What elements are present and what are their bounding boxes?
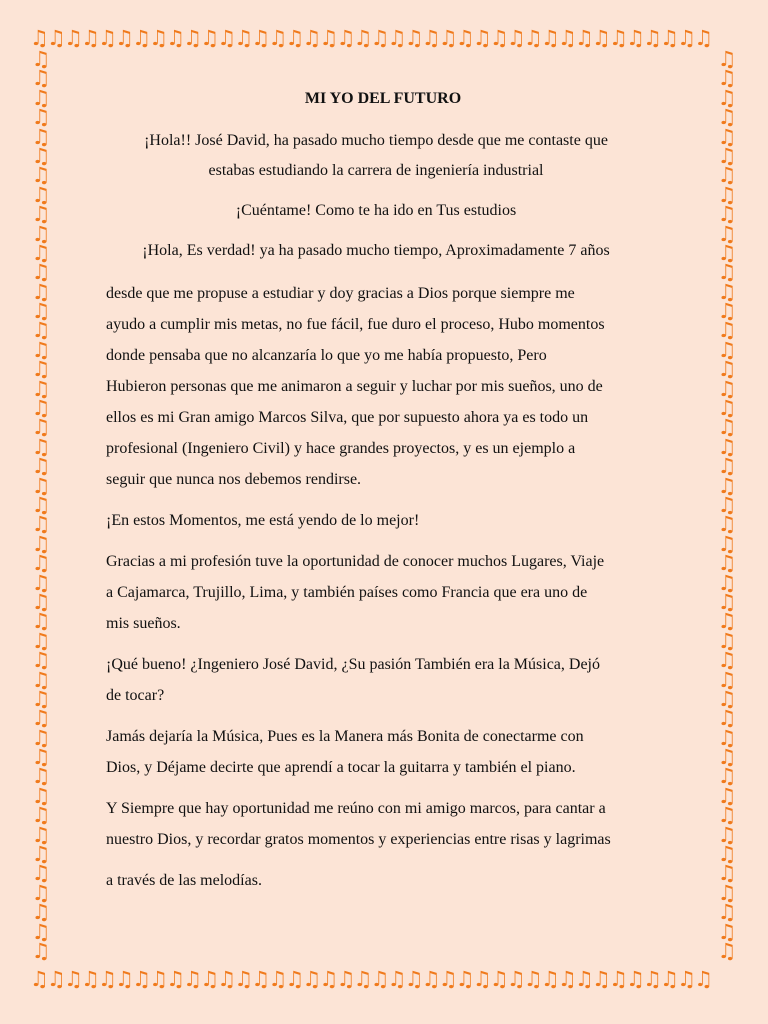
music-note-icon: ♫ — [183, 969, 201, 991]
music-question-line: de tocar? — [106, 687, 165, 704]
music-note-icon: ♫ — [31, 143, 51, 168]
music-note-icon: ♫ — [717, 745, 737, 770]
music-note-icon: ♫ — [31, 648, 51, 673]
music-note-icon: ♫ — [115, 28, 133, 50]
music-note-icon: ♫ — [717, 783, 737, 808]
music-note-icon: ♫ — [336, 28, 354, 50]
music-note-icon: ♫ — [234, 969, 252, 991]
intro-line-2: estabas estudiando la carrera de ingeniería industrial — [208, 162, 544, 179]
music-note-icon: ♫ — [717, 880, 737, 905]
music-note-icon: ♫ — [717, 822, 737, 847]
music-note-icon: ♫ — [217, 969, 235, 991]
travel-line: Gracias a mi profesión tuve la oportunidad de conocer muchos Lugares, Viaje — [106, 553, 605, 570]
music-note-icon: ♫ — [404, 28, 422, 50]
music-note-icon: ♫ — [557, 969, 575, 991]
music-note-icon: ♫ — [387, 969, 405, 991]
music-note-icon: ♫ — [717, 396, 737, 421]
music-note-icon: ♫ — [717, 473, 737, 498]
music-note-border-left — [29, 50, 53, 972]
music-note-icon: ♫ — [717, 240, 737, 265]
music-note-icon: ♫ — [30, 28, 48, 50]
music-note-icon: ♫ — [506, 969, 524, 991]
music-note-icon: ♫ — [149, 28, 167, 50]
music-note-icon: ♫ — [489, 28, 507, 50]
music-note-border-top — [30, 28, 738, 52]
music-note-icon: ♫ — [455, 969, 473, 991]
music-note-icon: ♫ — [717, 260, 737, 285]
music-note-icon: ♫ — [717, 415, 737, 440]
music-note-icon: ♫ — [319, 969, 337, 991]
answer-line: seguir que nunca nos debemos rendirse. — [106, 471, 362, 488]
music-note-icon: ♫ — [677, 969, 695, 991]
music-note-icon: ♫ — [694, 28, 712, 50]
music-note-icon: ♫ — [302, 28, 320, 50]
music-note-icon: ♫ — [694, 969, 712, 991]
music-note-icon: ♫ — [717, 66, 737, 91]
music-note-icon: ♫ — [31, 783, 51, 808]
music-note-icon: ♫ — [717, 337, 737, 362]
music-note-icon: ♫ — [592, 28, 610, 50]
music-note-icon: ♫ — [64, 969, 82, 991]
music-note-icon: ♫ — [31, 85, 51, 110]
music-note-icon: ♫ — [717, 706, 737, 731]
music-note-icon: ♫ — [285, 28, 303, 50]
music-note-icon: ♫ — [31, 861, 51, 886]
music-note-icon: ♫ — [234, 28, 252, 50]
music-question-line: ¡Qué bueno! ¿Ingeniero José David, ¿Su pasión También era la Música, Dejó — [106, 656, 600, 673]
music-note-icon: ♫ — [251, 969, 269, 991]
music-note-icon: ♫ — [404, 969, 422, 991]
music-note-icon: ♫ — [31, 434, 51, 459]
intro-line-1: ¡Hola!! José David, ha pasado mucho tiempo desde que me contaste que — [144, 132, 608, 149]
music-note-icon: ♫ — [31, 628, 51, 653]
answer-line: Hubieron personas que me animaron a seguir y luchar por mis sueños, uno de — [106, 378, 603, 395]
music-note-icon: ♫ — [609, 969, 627, 991]
music-note-icon: ♫ — [31, 50, 51, 71]
music-note-icon: ♫ — [523, 969, 541, 991]
travel-line: mis sueños. — [106, 615, 181, 632]
music-note-border-right — [715, 50, 739, 972]
music-note-icon: ♫ — [31, 318, 51, 343]
music-note-border-bottom — [30, 969, 738, 993]
music-note-icon: ♫ — [717, 299, 737, 324]
music-note-icon: ♫ — [319, 28, 337, 50]
music-note-icon: ♫ — [200, 969, 218, 991]
music-note-icon: ♫ — [626, 969, 644, 991]
music-answer-line: Jamás dejaría la Música, Pues es la Manera más Bonita de conectarme con — [106, 728, 584, 745]
music-note-icon: ♫ — [302, 969, 320, 991]
music-note-icon: ♫ — [31, 163, 51, 188]
music-note-icon: ♫ — [592, 969, 610, 991]
moments-paragraph: ¡En estos Momentos, me está yendo de lo mejor! — [106, 512, 420, 529]
music-note-icon: ♫ — [31, 454, 51, 479]
music-note-icon: ♫ — [31, 221, 51, 246]
music-note-icon: ♫ — [717, 725, 737, 750]
answer-paragraph — [106, 278, 646, 495]
music-note-icon: ♫ — [717, 492, 737, 517]
music-note-icon: ♫ — [132, 28, 150, 50]
music-note-icon: ♫ — [717, 357, 737, 382]
music-note-icon: ♫ — [31, 803, 51, 828]
music-note-icon: ♫ — [31, 822, 51, 847]
music-note-icon: ♫ — [31, 182, 51, 207]
document-title: MI YO DEL FUTURO — [304, 90, 462, 107]
music-note-icon: ♫ — [31, 919, 51, 944]
music-note-icon: ♫ — [643, 969, 661, 991]
music-note-icon: ♫ — [31, 473, 51, 498]
music-note-icon: ♫ — [31, 938, 51, 963]
music-note-icon: ♫ — [717, 842, 737, 867]
music-note-icon: ♫ — [506, 28, 524, 50]
music-note-icon: ♫ — [717, 105, 737, 130]
music-answer-line: Dios, y Déjame decirte que aprendí a tocar la guitarra y también el piano. — [106, 759, 576, 776]
music-note-icon: ♫ — [31, 667, 51, 692]
music-note-icon: ♫ — [717, 628, 737, 653]
music-note-icon: ♫ — [370, 969, 388, 991]
music-note-icon: ♫ — [98, 969, 116, 991]
music-note-icon: ♫ — [31, 105, 51, 130]
answer-line: profesional (Ingeniero Civil) y hace grandes proyectos, y es un ejemplo a — [106, 440, 576, 457]
music-note-icon: ♫ — [31, 299, 51, 324]
music-note-icon: ♫ — [660, 969, 678, 991]
music-note-icon: ♫ — [717, 861, 737, 886]
music-note-icon: ♫ — [717, 376, 737, 401]
music-note-icon: ♫ — [660, 28, 678, 50]
question-studies: ¡Cuéntame! Como te ha ido en Tus estudios — [235, 202, 517, 219]
music-note-icon: ♫ — [31, 686, 51, 711]
music-note-icon: ♫ — [717, 182, 737, 207]
music-note-icon: ♫ — [575, 969, 593, 991]
document-page — [106, 90, 646, 896]
answer-line: ellos es mi Gran amigo Marcos Silva, que por supuesto ahora ya es todo un — [106, 409, 589, 426]
music-note-icon: ♫ — [609, 28, 627, 50]
music-answer-paragraph — [106, 721, 646, 783]
music-note-icon: ♫ — [455, 28, 473, 50]
music-note-icon: ♫ — [717, 202, 737, 227]
music-note-icon: ♫ — [717, 279, 737, 304]
music-question-paragraph — [106, 649, 646, 711]
music-note-icon: ♫ — [31, 376, 51, 401]
music-note-icon: ♫ — [251, 28, 269, 50]
music-note-icon: ♫ — [717, 551, 737, 576]
music-note-icon: ♫ — [540, 28, 558, 50]
music-note-icon: ♫ — [370, 28, 388, 50]
answer-first-line: ¡Hola, Es verdad! ya ha pasado mucho tiempo, Aproximadamente 7 años — [142, 242, 610, 259]
music-note-icon: ♫ — [166, 28, 184, 50]
music-note-icon: ♫ — [31, 337, 51, 362]
music-note-icon: ♫ — [717, 589, 737, 614]
music-note-icon: ♫ — [717, 318, 737, 343]
music-note-icon: ♫ — [438, 969, 456, 991]
music-note-icon: ♫ — [717, 531, 737, 556]
music-note-icon: ♫ — [183, 28, 201, 50]
music-note-icon: ♫ — [717, 124, 737, 149]
music-note-icon: ♫ — [717, 434, 737, 459]
music-note-icon: ♫ — [540, 969, 558, 991]
music-note-icon: ♫ — [81, 969, 99, 991]
music-note-icon: ♫ — [717, 221, 737, 246]
music-note-icon: ♫ — [285, 969, 303, 991]
music-note-icon: ♫ — [489, 969, 507, 991]
music-note-icon: ♫ — [31, 396, 51, 421]
music-note-icon: ♫ — [47, 969, 65, 991]
music-note-icon: ♫ — [31, 492, 51, 517]
music-note-icon: ♫ — [717, 686, 737, 711]
music-note-icon: ♫ — [717, 919, 737, 944]
travel-paragraph — [106, 546, 646, 639]
music-note-icon: ♫ — [421, 969, 439, 991]
music-note-icon: ♫ — [268, 969, 286, 991]
answer-line: desde que me propuse a estudiar y doy gracias a Dios porque siempre me — [106, 285, 575, 302]
answer-line: ayudo a cumplir mis metas, no fue fácil, fue duro el proceso, Hubo momentos — [106, 316, 605, 333]
music-note-icon: ♫ — [132, 969, 150, 991]
music-note-icon: ♫ — [200, 28, 218, 50]
music-note-icon: ♫ — [717, 454, 737, 479]
music-note-icon: ♫ — [31, 240, 51, 265]
music-note-icon: ♫ — [31, 124, 51, 149]
music-note-icon: ♫ — [557, 28, 575, 50]
music-note-icon: ♫ — [81, 28, 99, 50]
music-note-icon: ♫ — [717, 512, 737, 537]
closing-line: a través de las melodías. — [106, 872, 262, 889]
friend-line: Y Siempre que hay oportunidad me reúno con mi amigo marcos, para cantar a — [106, 800, 606, 817]
music-note-icon: ♫ — [31, 706, 51, 731]
music-note-icon: ♫ — [115, 969, 133, 991]
music-note-icon: ♫ — [717, 764, 737, 789]
music-note-icon: ♫ — [717, 609, 737, 634]
music-note-icon: ♫ — [31, 357, 51, 382]
music-note-icon: ♫ — [353, 28, 371, 50]
music-note-icon: ♫ — [523, 28, 541, 50]
music-note-icon: ♫ — [98, 28, 116, 50]
music-note-icon: ♫ — [717, 803, 737, 828]
music-note-icon: ♫ — [717, 163, 737, 188]
music-note-icon: ♫ — [31, 745, 51, 770]
music-note-icon: ♫ — [31, 531, 51, 556]
music-note-icon: ♫ — [438, 28, 456, 50]
music-note-icon: ♫ — [31, 764, 51, 789]
music-note-icon: ♫ — [626, 28, 644, 50]
music-note-icon: ♫ — [31, 900, 51, 925]
music-note-icon: ♫ — [31, 512, 51, 537]
music-note-icon: ♫ — [31, 570, 51, 595]
music-note-icon: ♫ — [717, 85, 737, 110]
friend-paragraph — [106, 793, 646, 855]
music-note-icon: ♫ — [643, 28, 661, 50]
music-note-icon: ♫ — [217, 28, 235, 50]
music-note-icon: ♫ — [31, 66, 51, 91]
music-note-icon: ♫ — [717, 50, 737, 71]
answer-line: donde pensaba que no alcanzaría lo que yo me había propuesto, Pero — [106, 347, 547, 364]
music-note-icon: ♫ — [30, 969, 48, 991]
music-note-icon: ♫ — [31, 279, 51, 304]
music-note-icon: ♫ — [677, 28, 695, 50]
music-note-icon: ♫ — [31, 260, 51, 285]
music-note-icon: ♫ — [575, 28, 593, 50]
music-note-icon: ♫ — [31, 842, 51, 867]
music-note-icon: ♫ — [31, 880, 51, 905]
music-note-icon: ♫ — [336, 969, 354, 991]
music-note-icon: ♫ — [717, 667, 737, 692]
music-note-icon: ♫ — [31, 415, 51, 440]
music-note-icon: ♫ — [472, 969, 490, 991]
music-note-icon: ♫ — [31, 589, 51, 614]
music-note-icon: ♫ — [717, 143, 737, 168]
music-note-icon: ♫ — [166, 969, 184, 991]
music-note-icon: ♫ — [472, 28, 490, 50]
music-note-icon: ♫ — [717, 938, 737, 963]
music-note-icon: ♫ — [387, 28, 405, 50]
music-note-icon: ♫ — [31, 725, 51, 750]
travel-line: a Cajamarca, Trujillo, Lima, y también países como Francia que era uno de — [106, 584, 588, 601]
music-note-icon: ♫ — [31, 551, 51, 576]
music-note-icon: ♫ — [717, 570, 737, 595]
music-note-icon: ♫ — [64, 28, 82, 50]
music-note-icon: ♫ — [717, 648, 737, 673]
music-note-icon: ♫ — [421, 28, 439, 50]
music-note-icon: ♫ — [47, 28, 65, 50]
music-note-icon: ♫ — [353, 969, 371, 991]
music-note-icon: ♫ — [717, 900, 737, 925]
music-note-icon: ♫ — [31, 609, 51, 634]
friend-line: nuestro Dios, y recordar gratos momentos y experiencias entre risas y lagrimas — [106, 831, 611, 848]
music-note-icon: ♫ — [31, 202, 51, 227]
music-note-icon: ♫ — [268, 28, 286, 50]
music-note-icon: ♫ — [149, 969, 167, 991]
